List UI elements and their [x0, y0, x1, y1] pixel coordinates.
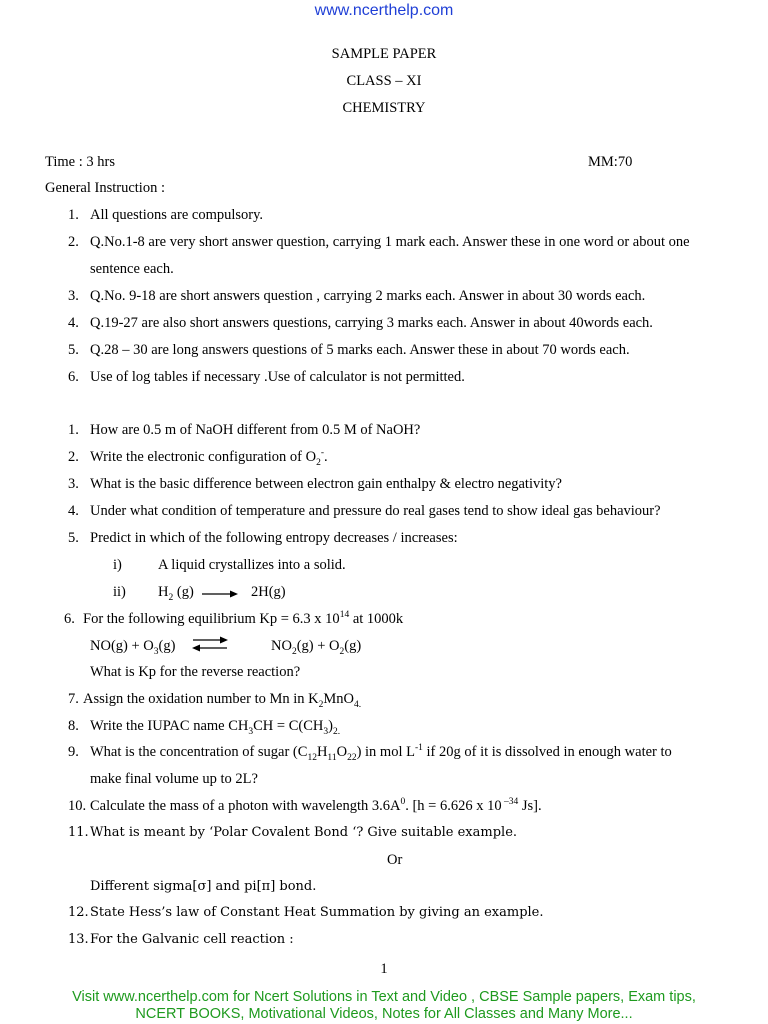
instruction-text: Use of log tables if necessary .Use of calculator is not permitted.	[90, 369, 465, 385]
instruction-text: Q.28 – 30 are long answers questions of 5 marks each. Answer these in about 70 words each.	[90, 342, 630, 358]
question-3: What is the basic difference between electron gain enthalpy & electro negativity?	[90, 476, 562, 492]
instruction-number: 4.	[68, 315, 79, 331]
question-number: 13.	[68, 932, 89, 947]
instruction-text: sentence each.	[90, 261, 174, 277]
class-label: CLASS – XI	[346, 73, 422, 89]
question-number: 4.	[68, 503, 79, 519]
question-number: 5.	[68, 530, 79, 546]
footer-line-1[interactable]: Visit www.ncerthelp.com for Ncert Solutions in Text and Video , CBSE Sample papers, Exam tips,	[72, 989, 696, 1005]
equilibrium-arrow-icon	[191, 634, 229, 654]
question-10: Calculate the mass of a photon with wavelength $3.6A^0$. [h = 6.626 x 10 $^{-34}$ Js].	[90, 797, 542, 814]
question-number: 6.	[64, 611, 75, 627]
sub-item-text: A liquid crystallizes into a solid.	[158, 557, 346, 573]
equilibrium-products: $NO_2(g) + O_2(g)$	[271, 638, 362, 657]
page-number: 1	[380, 961, 388, 977]
time-label: Time : 3 hrs	[45, 154, 115, 170]
question-number: 2.	[68, 449, 79, 465]
instruction-number: 2.	[68, 234, 79, 250]
paper-title: SAMPLE PAPER	[331, 46, 437, 62]
question-7: Assign the oxidation number to Mn in $K_2MnO_{4.}$	[83, 691, 362, 710]
question-6-ask: What is Kp for the reverse reaction?	[90, 664, 301, 680]
instruction-item	[68, 207, 79, 224]
sub-item-label: ii)	[113, 584, 126, 600]
question-number: 8.	[68, 718, 79, 734]
instruction-text: Q.No. 9-18 are short answers question , carrying 2 marks each. Answer in about 30 words each.	[90, 288, 646, 304]
question-9: What is the concentration of sugar $(C_{12}H_{11}O_{22})$ in mol $L^{-1}$ if 20g of it is dissolved in enough water to	[90, 743, 672, 763]
question-9-continued: make final volume up to 2L?	[90, 771, 258, 787]
subject-label: CHEMISTRY	[342, 100, 426, 116]
reaction-product: 2H(g)	[251, 584, 286, 600]
question-number: 12.	[68, 905, 89, 920]
instruction-number: 1.	[68, 207, 79, 223]
question-5: Predict in which of the following entropy decreases / increases:	[90, 530, 458, 546]
question-number: 3.	[68, 476, 79, 492]
or-separator: Or	[387, 852, 403, 868]
instruction-text: Q.No.1-8 are very short answer question, carrying 1 mark each. Answer these in one word or about one	[90, 234, 690, 250]
question-11: What is meant by ‘Polar Covalent Bond ‘? Give suitable example.	[90, 825, 518, 840]
instruction-text: All questions are compulsory.	[90, 207, 264, 223]
reaction-equation: $H_2$ (g)	[158, 584, 194, 603]
question-11-alternative: Different sigma[σ] and pi[π] bond.	[90, 879, 317, 894]
question-2: Write the electronic configuration of $O_2^-$.	[90, 448, 328, 468]
general-instruction-heading: General Instruction :	[45, 180, 165, 196]
question-number: 7.	[68, 691, 79, 707]
max-marks: MM:70	[588, 154, 633, 170]
question-13: For the Galvanic cell reaction :	[90, 932, 294, 947]
instruction-number: 6.	[68, 369, 79, 385]
question-4: Under what condition of temperature and pressure do real gases tend to show ideal gas behaviour?	[90, 503, 661, 519]
site-link[interactable]: www.ncerthelp.com	[314, 2, 454, 19]
equilibrium-reactants: $NO(g) + O_3(g)$	[90, 638, 176, 657]
question-12: State Hess’s law of Constant Heat Summation by giving an example.	[90, 905, 544, 920]
forward-arrow-icon	[202, 589, 238, 599]
question-number: 9.	[68, 744, 79, 760]
sub-item-label: i)	[113, 557, 122, 573]
instruction-number: 5.	[68, 342, 79, 358]
instruction-text: Q.19-27 are also short answers questions, carrying 3 marks each. Answer in about 40words each.	[90, 315, 653, 331]
question-8: Write the IUPAC name $CH_3CH = C(CH_3)_{2.}$	[90, 718, 341, 737]
question-number: 11.	[68, 825, 89, 840]
question-number: 1.	[68, 422, 79, 438]
instruction-number: 3.	[68, 288, 79, 304]
footer-line-2[interactable]: NCERT BOOKS, Motivational Videos, Notes for All Classes and Many More...	[135, 1006, 633, 1022]
question-6: For the following equilibrium Kp = 6.3 x $10^{14}$ at 1000k	[83, 610, 404, 627]
question-1: How are 0.5 m of NaOH different from 0.5 M of NaOH?	[90, 422, 421, 438]
question-number: 10.	[68, 798, 87, 814]
